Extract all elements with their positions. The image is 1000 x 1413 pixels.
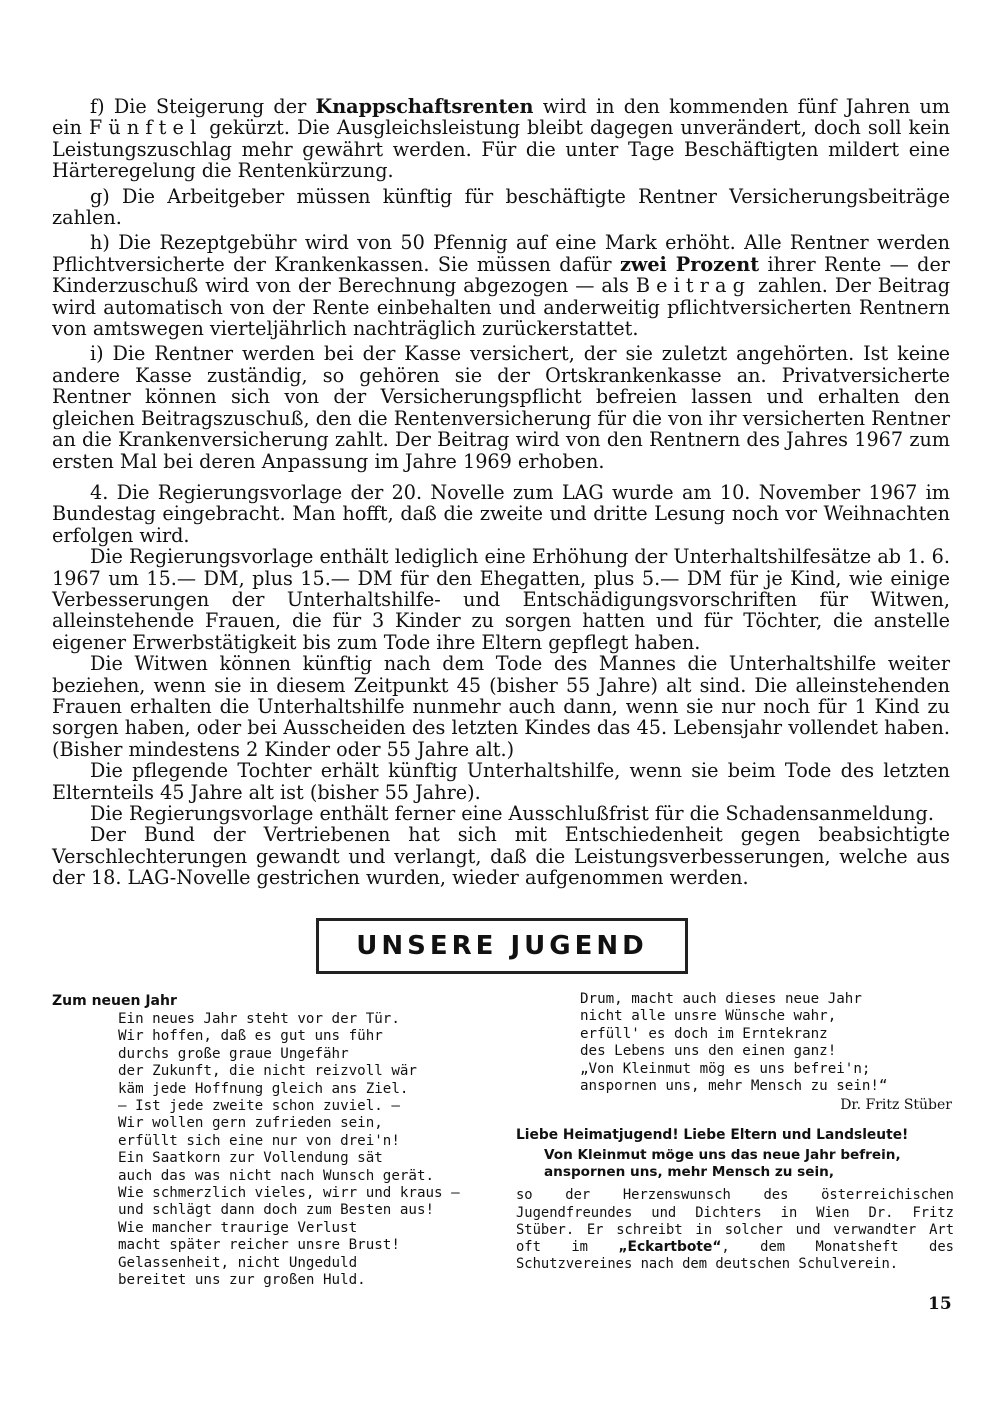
poem-line: Drum, macht auch dieses neue Jahr (580, 991, 862, 1007)
greeting-text-bold: „Eckartbote“ (618, 1239, 722, 1256)
paragraph-h-text-3: zahlen. Der Beitrag wird automatisch von der Rente einbehalten und anderweitig pflichtversicherten Rentnern von amtswegen vierteljährlich nachträglich zurückerstattet. (52, 274, 950, 341)
greeting-text (516, 1187, 954, 1273)
poem-line: Wir wollen gern zufrieden sein, (118, 1115, 383, 1132)
paragraph-f-bold: Knappschaftsrenten (315, 95, 534, 118)
poem-line: auch das was nicht nach Wunsch gerät. (118, 1167, 435, 1184)
poem-line: anspornen uns, mehr Mensch zu sein!“ (580, 1078, 888, 1095)
poem-line: — Ist jede zweite schon zuviel. — (118, 1098, 400, 1115)
greeting-heading: Liebe Heimatjugend! Liebe Eltern und Landsleute! (516, 1127, 909, 1144)
poem-line: Ein Saatkorn zur Vollendung sät (118, 1150, 383, 1167)
paragraph-5: Die Regierungsvorlage enthält lediglich eine Erhöhung der Unterhaltshilfesätze ab 1. 6. 1967 um 15.— DM, plus 15.— DM für den Ehegatten, plus 5.— DM für je Kind, wie einige Verbesserungen der Unterhaltshilfe- und Entschädigungsvorschriften für Witwen, alleinstehende Frauen, die für 3 Kinder zu sorgen hatten und für Töchter, die anstelle eigener Erwerbstätigkeit bis zum Tode ihre Eltern gepflegt haben. (52, 545, 950, 654)
greeting-quote-line: anspornen uns, mehr Mensch zu sein, (544, 1164, 834, 1181)
paragraph-h (52, 232, 950, 339)
paragraph-7: Die pflegende Tochter erhält künftig Unterhaltshilfe, wenn sie beim Tode des letzten Elternteils 45 Jahre alt ist (bisher 55 Jahre). (52, 759, 950, 804)
poem-line: erfüllt sich eine nur von drei'n! (118, 1132, 400, 1149)
paragraph-i: i) Die Rentner werden bei der Kasse versichert, der sie zuletzt angehörten. Ist keine andere Kasse zuständig, so gehören sie der Ortskrankenkasse an. Privatversicherte Rentner können sich von der Versicherungspflicht befreien lassen und erhalten den gleichen Beitragszuschuß, den die Rentenversicherung für die von ihr versicherten Rentner an die Krankenversicherung zahlt. Der Beitrag wird von den Rentnern des Jahres 1967 zum ersten Mal bei deren Anpassung im Jahre 1969 erhoben. (52, 342, 950, 473)
section-title: UNSERE JUGEND (356, 931, 648, 961)
poem-line: erfüll' es doch im Erntekranz (580, 1025, 828, 1042)
paragraph-h-text-2: ihrer Rente — der Kinderzuschuß wird von der Berechnung abgezogen — als (52, 252, 950, 298)
paragraph-6: Die Witwen können künftig nach dem Tode des Mannes die Unterhaltshilfe weiter beziehen, wenn sie in diesem Zeitpunkt 45 (bisher 55 Jahre) alt sind. Die alleinstehenden Frauen erhalten die Unterhaltshilfe nunmehr auch dann, wenn sie nur noch für 1 Kind zu sorgen haben, oder bei Ausscheiden des letzten Kindes das 45. Lebensjahr vollendet haben. (Bisher mindestens 2 Kinder oder 55 Jahre alt.) (52, 652, 950, 761)
poem-line: macht später reicher unsre Brust! (118, 1237, 400, 1254)
poem-line: des Lebens uns den einen ganz! (580, 1043, 837, 1060)
right-column (516, 991, 954, 1273)
poem-line: der Zukunft, die nicht reizvoll wär (118, 1063, 417, 1080)
paragraph-8: Die Regierungsvorlage enthält ferner eine Ausschlußfrist für die Schadensanmeldung. (90, 802, 934, 825)
poem-line: durchs große graue Ungefähr (118, 1045, 349, 1062)
section-heading-box (316, 918, 688, 974)
paragraph-h-bold: zwei Prozent (619, 252, 760, 276)
paragraph-9: Der Bund der Vertriebenen hat sich mit Entschiedenheit gegen beabsichtigte Verschlechterungen gewandt und verlangt, daß die Leistungsverbesserungen, welche aus der 18. LAG-Novelle gestrichen wurden, wieder aufgenommen werden. (52, 823, 950, 890)
greeting-text-part-2: , dem Monatsheft des Schutzvereines nach dem deutschen Schulverein. (516, 1239, 954, 1273)
poem-line: käm jede Hoffnung gleich ans Ziel. (118, 1080, 409, 1097)
paragraph-f-text-3: gekürzt. Die Ausgleichsleistung bleibt dagegen unverändert, doch soll kein Leistungszuschlag mehr gewährt werden. Für die unter Tage Beschäftigten mildert eine Härteregelung die Rentenkürzung. (52, 116, 951, 183)
poem-stanza-left (118, 1011, 464, 1290)
poem-title: Zum neuen Jahr (52, 993, 177, 1009)
poem-line: Gelassenheit, nicht Ungeduld (118, 1254, 358, 1271)
article-body (52, 96, 950, 889)
poem-line: bereitet uns zur großen Huld. (118, 1272, 366, 1289)
paragraph-h-text: h) Die Rezeptgebühr wird von 50 Pfennig auf eine Mark erhöht. Alle Rentner werden Pflichtversicherte der Krankenkassen. Sie müssen dafür (52, 231, 950, 276)
paragraph-4: 4. Die Regierungsvorlage der 20. Novelle zum LAG wurde am 10. November 1967 im Bundestag eingebracht. Man hofft, daß die zweite und dritte Lesung noch vor Weihnachten erfolgen wird. (52, 480, 950, 547)
poem-left-column (52, 993, 464, 1290)
poem-line: Ein neues Jahr steht vor der Tür. (118, 1011, 400, 1027)
poem-line: nicht alle unsre Wünsche wahr, (580, 1008, 837, 1025)
poem-line: und schlägt dann doch zum Besten aus! (118, 1202, 435, 1219)
poem-stanza-right (580, 991, 954, 1095)
greeting-text-part: so der Herzenswunsch des österreichischen Jugendfreundes und Dichters in Wien Dr. Fritz Stüber. Er schreibt in solcher und verwandter Art oft im (516, 1187, 954, 1256)
paragraph-f-text: f) Die Steigerung der (90, 95, 316, 118)
poem-line: Wie mancher traurige Verlust (118, 1219, 358, 1236)
poem-line: Wie schmerzlich vieles, wirr und kraus — (118, 1185, 460, 1202)
poem-line: Wir hoffen, daß es gut uns führ (118, 1028, 383, 1045)
greeting-quote-line: Von Kleinmut möge uns das neue Jahr befrein, (544, 1147, 901, 1164)
greeting-quote (544, 1147, 954, 1181)
paragraph-f-text-2: wird in den kommenden fünf Jahren um ein (52, 95, 950, 140)
poem-author: Dr. Fritz Stüber (840, 1097, 952, 1114)
paragraph-g: g) Die Arbeitgeber müssen künftig für beschäftigte Rentner Versicherungsbeiträge zahlen. (52, 184, 950, 230)
page-number: 15 (928, 1294, 952, 1314)
paragraph-f-spaced: Fünftel (88, 116, 203, 140)
paragraph-h-spaced: Beitrag (635, 274, 752, 298)
paragraph-f (52, 96, 950, 182)
poem-line: „Von Kleinmut mög es uns befrei'n; (580, 1060, 871, 1077)
